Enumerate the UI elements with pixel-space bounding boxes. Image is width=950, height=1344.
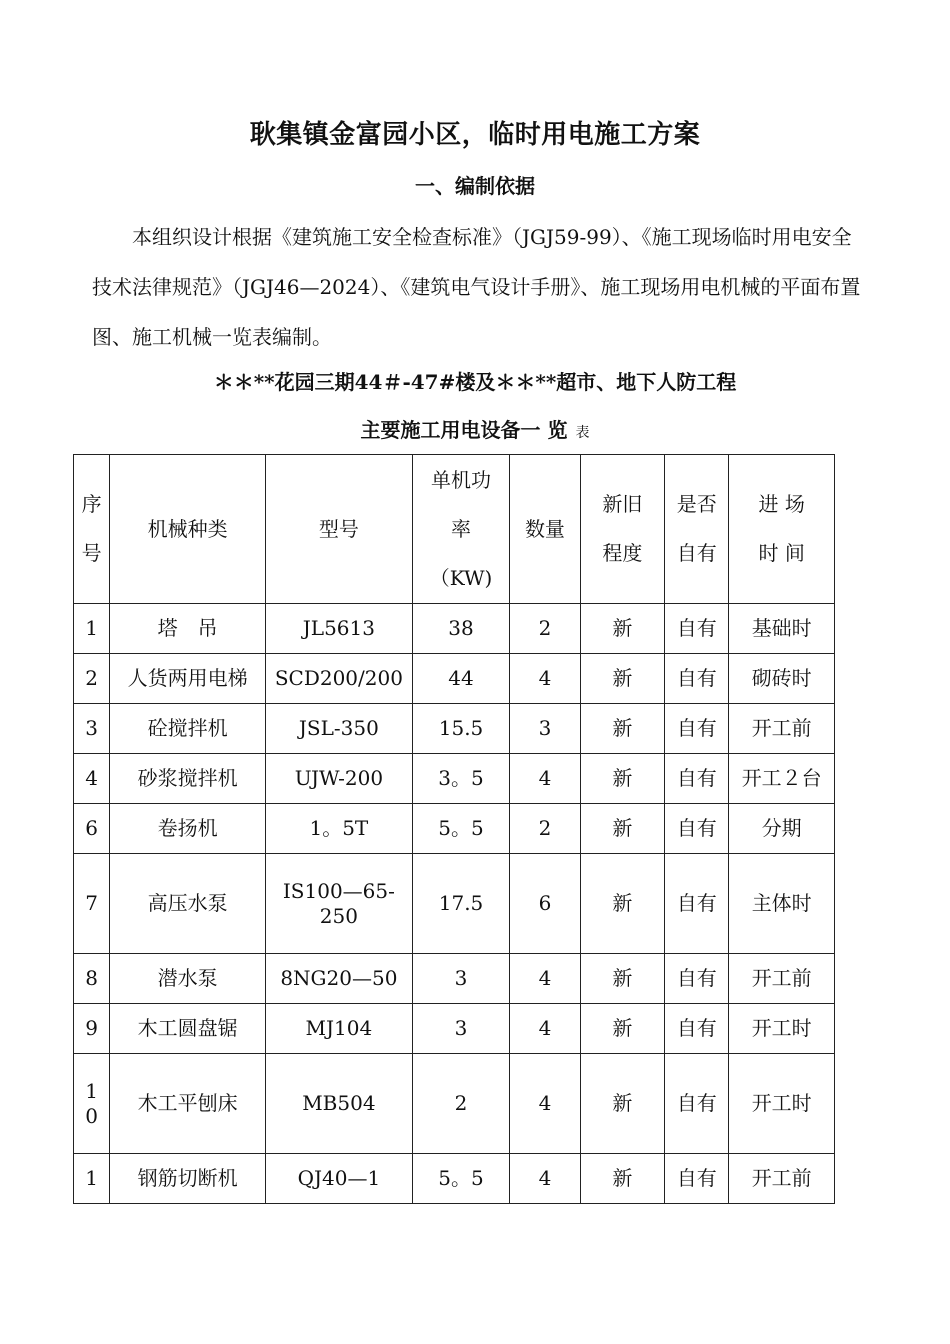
cell-model: 1。5T [266,804,413,854]
cell-seq: 7 [74,854,110,954]
document-title: 耿集镇金富园小区，临时用电施工方案 [249,120,701,150]
cell-power: 3 [412,954,510,1004]
cell-type: 砂浆搅拌机 [110,754,266,804]
cell-qty: 4 [510,654,580,704]
header-qty: 数量 [510,455,580,604]
cell-qty: 4 [510,954,580,1004]
cell-type: 钢筋切断机 [110,1154,266,1204]
cell-model: QJ40—1 [266,1154,413,1204]
table-row [74,754,835,804]
cell-seq: 2 [74,654,110,704]
cell-owned: 自有 [665,1004,729,1054]
cell-type: 潜水泵 [110,954,266,1004]
cell-power: 5。5 [412,1154,510,1204]
cell-type: 砼搅拌机 [110,704,266,754]
cell-power: 38 [412,604,510,654]
cell-model: MJ104 [266,1004,413,1054]
cell-seq: 3 [74,704,110,754]
cell-type: 木工平刨床 [110,1054,266,1154]
cell-entry: 开工前 [729,704,835,754]
project-subtitle: ＊＊**花园三期44＃-47#楼及＊＊**超市、地下人防工程 [213,370,737,394]
cell-entry: 基础时 [729,604,835,654]
table-row [74,704,835,754]
cell-type: 高压水泵 [110,854,266,954]
header-power: 单机功 率 （KW) [412,455,510,604]
table-row [74,1054,835,1154]
cell-power: 3 [412,1004,510,1054]
header-owned: 是否 自有 [665,455,729,604]
cell-qty: 6 [510,854,580,954]
cell-model: JSL-350 [266,704,413,754]
cell-qty: 4 [510,754,580,804]
cell-type: 人货两用电梯 [110,654,266,704]
cell-type: 卷扬机 [110,804,266,854]
cell-model: SCD200/200 [266,654,413,704]
cell-power: 17.5 [412,854,510,954]
cell-condition: 新 [580,1054,664,1154]
table-row [74,1004,835,1054]
cell-condition: 新 [580,954,664,1004]
cell-model: UJW-200 [266,754,413,804]
table-row [74,604,835,654]
cell-seq: 4 [74,754,110,804]
cell-seq: 9 [74,1004,110,1054]
cell-owned: 自有 [665,1054,729,1154]
cell-model: IS100—65- 250 [266,854,413,954]
cell-entry: 分期 [729,804,835,854]
table-header-row [74,455,835,604]
cell-entry: 主体时 [729,854,835,954]
cell-entry: 开工时 [729,1054,835,1154]
cell-condition: 新 [580,804,664,854]
cell-owned: 自有 [665,854,729,954]
table-row [74,1154,835,1204]
cell-owned: 自有 [665,754,729,804]
cell-owned: 自有 [665,604,729,654]
cell-owned: 自有 [665,704,729,754]
equipment-table [73,454,835,1204]
cell-qty: 3 [510,704,580,754]
cell-condition: 新 [580,854,664,954]
cell-condition: 新 [580,754,664,804]
basis-paragraph-text: 本组织设计根据《建筑施工安全检查标准》（JGJ59-99）、《施工现场临时用电安全技术法律规范》（JGJ46—2024）、《建筑电气设计手册》、施工现场用电机械的平面布置图、施工机械一览表编制。 [92,225,861,349]
cell-seq: 1 [74,1154,110,1204]
header-entry: 进 场 时 间 [729,455,835,604]
cell-qty: 4 [510,1154,580,1204]
cell-seq: 8 [74,954,110,1004]
cell-condition: 新 [580,1154,664,1204]
cell-entry: 开工２台 [729,754,835,804]
cell-condition: 新 [580,1004,664,1054]
cell-seq: 1 0 [74,1054,110,1154]
cell-type: 塔 吊 [110,604,266,654]
cell-qty: 4 [510,1054,580,1154]
cell-model: MB504 [266,1054,413,1154]
cell-power: 5。5 [412,804,510,854]
table-caption-text: 主要施工用电设备一 览 [360,418,568,442]
cell-qty: 4 [510,1004,580,1054]
cell-power: 44 [412,654,510,704]
table-caption-suffix: 表 [575,425,590,441]
cell-owned: 自有 [665,804,729,854]
table-row [74,854,835,954]
cell-condition: 新 [580,604,664,654]
header-type: 机械种类 [110,455,266,604]
cell-model: JL5613 [266,604,413,654]
cell-qty: 2 [510,804,580,854]
header-model: 型号 [266,455,413,604]
cell-entry: 砌砖时 [729,654,835,704]
cell-power: 2 [412,1054,510,1154]
header-condition: 新旧 程度 [580,455,664,604]
table-row [74,654,835,704]
cell-power: 15.5 [412,704,510,754]
cell-entry: 开工时 [729,1004,835,1054]
table-row [74,954,835,1004]
table-row [74,804,835,854]
cell-seq: 6 [74,804,110,854]
basis-paragraph [92,212,862,362]
cell-type: 木工圆盘锯 [110,1004,266,1054]
cell-owned: 自有 [665,1154,729,1204]
cell-condition: 新 [580,654,664,704]
cell-owned: 自有 [665,954,729,1004]
cell-entry: 开工前 [729,954,835,1004]
cell-entry: 开工前 [729,1154,835,1204]
cell-condition: 新 [580,704,664,754]
cell-owned: 自有 [665,654,729,704]
section-heading: 一、编制依据 [415,174,535,198]
cell-power: 3。5 [412,754,510,804]
cell-model: 8NG20—50 [266,954,413,1004]
table-caption [0,414,950,443]
header-seq: 序 号 [74,455,110,604]
cell-qty: 2 [510,604,580,654]
cell-seq: 1 [74,604,110,654]
